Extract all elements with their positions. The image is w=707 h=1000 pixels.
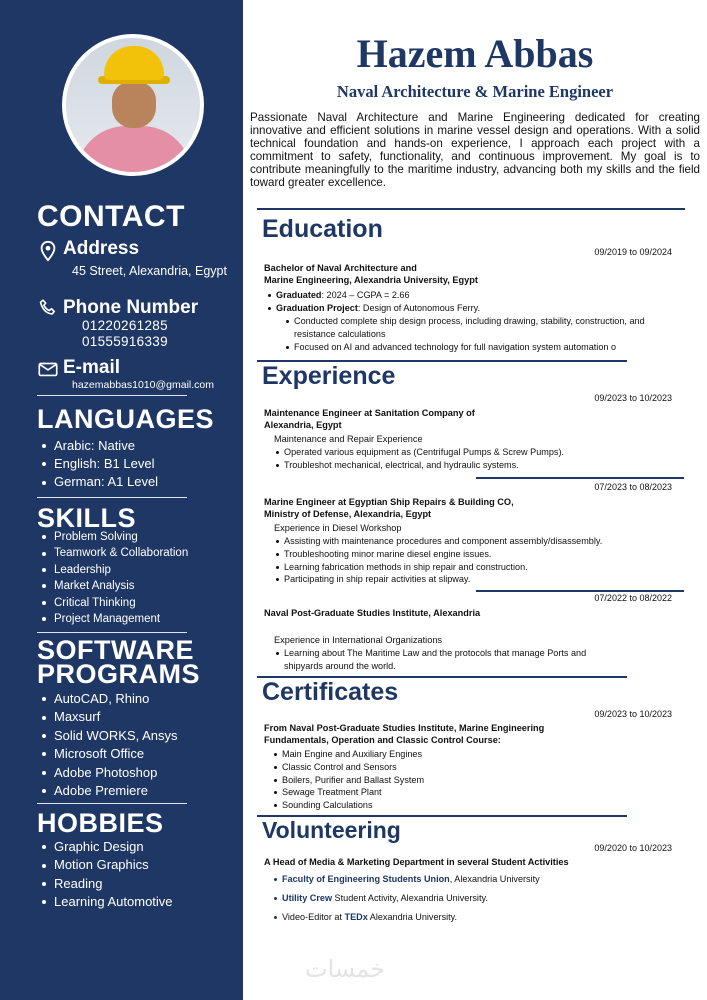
page-title: Hazem Abbas xyxy=(356,31,594,76)
list-item: Troubleshot mechanical, electrical, and hydraulic systems. xyxy=(274,459,564,472)
list-item: Critical Thinking xyxy=(40,595,188,611)
list-item: Learning about The Maritime Law and the protocols that manage Ports and shipyards around the world. xyxy=(274,647,624,673)
certificate-title: From Naval Post-Graduate Studies Institute, Marine Engineering Fundamentals, Operation and Classic Control Course: xyxy=(264,723,545,745)
phone-2: 01555916339 xyxy=(82,334,168,349)
skills-heading: SKILLS xyxy=(37,503,137,533)
job-date: 07/2023 to 08/2023 xyxy=(594,482,672,492)
list-item: Graduation Project: Design of Autonomous Ferry. xyxy=(266,302,480,315)
list-item: Graduated: 2024 – CGPA = 2.66 xyxy=(266,289,480,302)
certificates-heading: Certificates xyxy=(262,678,399,706)
list-item: Assisting with maintenance procedures and component assembly/disassembly. xyxy=(274,535,602,548)
list-item: Solid WORKS, Ansys xyxy=(40,727,178,745)
languages-list xyxy=(40,437,158,492)
job-date: 07/2022 to 08/2022 xyxy=(594,593,672,603)
list-item: Sounding Calculations xyxy=(272,799,424,812)
list-item: Learning Automotive xyxy=(40,893,173,911)
list-item: Learning fabrication methods in ship repair and construction. xyxy=(274,561,602,574)
job-title: Naval Post-Graduate Studies Institute, Alexandria xyxy=(264,608,481,618)
contact-heading: CONTACT xyxy=(37,200,185,233)
profile-photo xyxy=(62,34,204,176)
email-label: E-mail xyxy=(63,357,121,378)
volunteering-title: A Head of Media & Marketing Department in several Student Activities xyxy=(264,857,569,867)
software-list xyxy=(40,690,178,800)
education-degree: Bachelor of Naval Architecture and Marine Engineering, Alexandria University, Egypt xyxy=(264,263,478,285)
job-bullets xyxy=(274,647,624,673)
email-value: hazemabbas1010@gmail.com xyxy=(72,379,214,391)
education-list xyxy=(266,289,480,315)
list-item: Faculty of Engineering Students Union, Alexandria University xyxy=(272,873,540,886)
volunteering-heading: Volunteering xyxy=(262,817,401,843)
watermark: خمسات xyxy=(305,955,386,983)
job-date: 09/2023 to 10/2023 xyxy=(594,393,672,403)
list-item: Project Management xyxy=(40,611,188,627)
experience-heading: Experience xyxy=(262,362,396,390)
divider xyxy=(37,803,187,804)
job-bullets xyxy=(274,446,564,472)
job-subtitle: Experience in Diesel Workshop xyxy=(274,523,402,533)
list-item: Participating in ship repair activities at slipway. xyxy=(274,573,602,586)
list-item: Motion Graphics xyxy=(40,856,173,874)
address-label: Address xyxy=(63,238,140,259)
job-subtitle: Maintenance and Repair Experience xyxy=(274,434,423,444)
phone-icon xyxy=(37,297,59,319)
job-subtitle: Experience in International Organizations xyxy=(274,635,443,645)
languages-heading: LANGUAGES xyxy=(37,404,215,434)
hobbies-list xyxy=(40,838,173,912)
list-item: AutoCAD, Rhino xyxy=(40,690,178,708)
list-item: Classic Control and Sensors xyxy=(272,761,424,774)
certificate-list xyxy=(272,748,424,812)
email-icon xyxy=(37,358,59,380)
divider xyxy=(257,208,685,210)
software-heading: SOFTWARE PROGRAMS xyxy=(37,635,201,689)
volunteering-list xyxy=(272,873,540,923)
list-item: Maxsurf xyxy=(40,708,178,726)
list-item: Operated various equipment as (Centrifugal Pumps & Screw Pumps). xyxy=(274,446,564,459)
list-item: Adobe Premiere xyxy=(40,782,178,800)
list-item: Utility Crew Student Activity, Alexandria University. xyxy=(272,892,540,905)
job-bullets xyxy=(274,535,602,586)
phone-1: 01220261285 xyxy=(82,318,168,333)
divider xyxy=(37,497,187,498)
list-item: Conducted complete ship design process, including drawing, stability, construction, and resistance calculations xyxy=(284,315,664,341)
list-item: Leadership xyxy=(40,562,188,578)
list-item: Problem Solving xyxy=(40,529,188,545)
divider xyxy=(476,477,684,479)
sidebar xyxy=(0,0,243,1000)
list-item: German: A1 Level xyxy=(40,473,158,491)
list-item: Arabic: Native xyxy=(40,437,158,455)
list-item: English: B1 Level xyxy=(40,455,158,473)
address-value: 45 Street, Alexandria, Egypt xyxy=(72,264,227,278)
volunteering-date: 09/2020 to 10/2023 xyxy=(594,843,672,853)
project-details xyxy=(284,315,664,353)
list-item: Troubleshooting minor marine diesel engine issues. xyxy=(274,548,602,561)
list-item: Graphic Design xyxy=(40,838,173,856)
summary: Passionate Naval Architecture and Marine Engineering dedicated for creating innovative and efficient solutions in marine vessel design and operations. With a solid technical foundation and hands-on experience, I approach each project with a commitment to safety, functionality, and continuous improvement. My goal is to contribute meaningfully to the maritime industry, advancing both my skills and the field toward greater excellence. xyxy=(250,111,700,189)
education-heading: Education xyxy=(262,215,383,243)
divider xyxy=(37,395,187,396)
education-date: 09/2019 to 09/2024 xyxy=(594,247,672,257)
phone-label: Phone Number xyxy=(63,297,199,318)
location-icon xyxy=(37,240,59,262)
certificates-date: 09/2023 to 10/2023 xyxy=(594,709,672,719)
list-item: Sewage Treatment Plant xyxy=(272,786,424,799)
list-item: Adobe Photoshop xyxy=(40,764,178,782)
list-item: Main Engine and Auxiliary Engines xyxy=(272,748,424,761)
job-title: Maintenance Engineer at Sanitation Company of Alexandria, Egypt xyxy=(264,408,475,430)
skills-list xyxy=(40,529,188,627)
job-title: Marine Engineer at Egyptian Ship Repairs & Building CO, Ministry of Defense, Alexandria, Egypt xyxy=(264,497,514,519)
list-item: Video-Editor at TEDx Alexandria University. xyxy=(272,911,540,924)
list-item: Microsoft Office xyxy=(40,745,178,763)
list-item: Reading xyxy=(40,875,173,893)
list-item: Boilers, Purifier and Ballast System xyxy=(272,774,424,787)
list-item: Market Analysis xyxy=(40,578,188,594)
hobbies-heading: HOBBIES xyxy=(37,808,164,838)
list-item: Teamwork & Collaboration xyxy=(40,545,188,561)
job-title: Naval Architecture & Marine Engineer xyxy=(336,82,614,101)
list-item: Focused on AI and advanced technology for full navigation system automation o xyxy=(284,341,664,354)
divider xyxy=(37,632,187,633)
divider xyxy=(476,590,684,592)
